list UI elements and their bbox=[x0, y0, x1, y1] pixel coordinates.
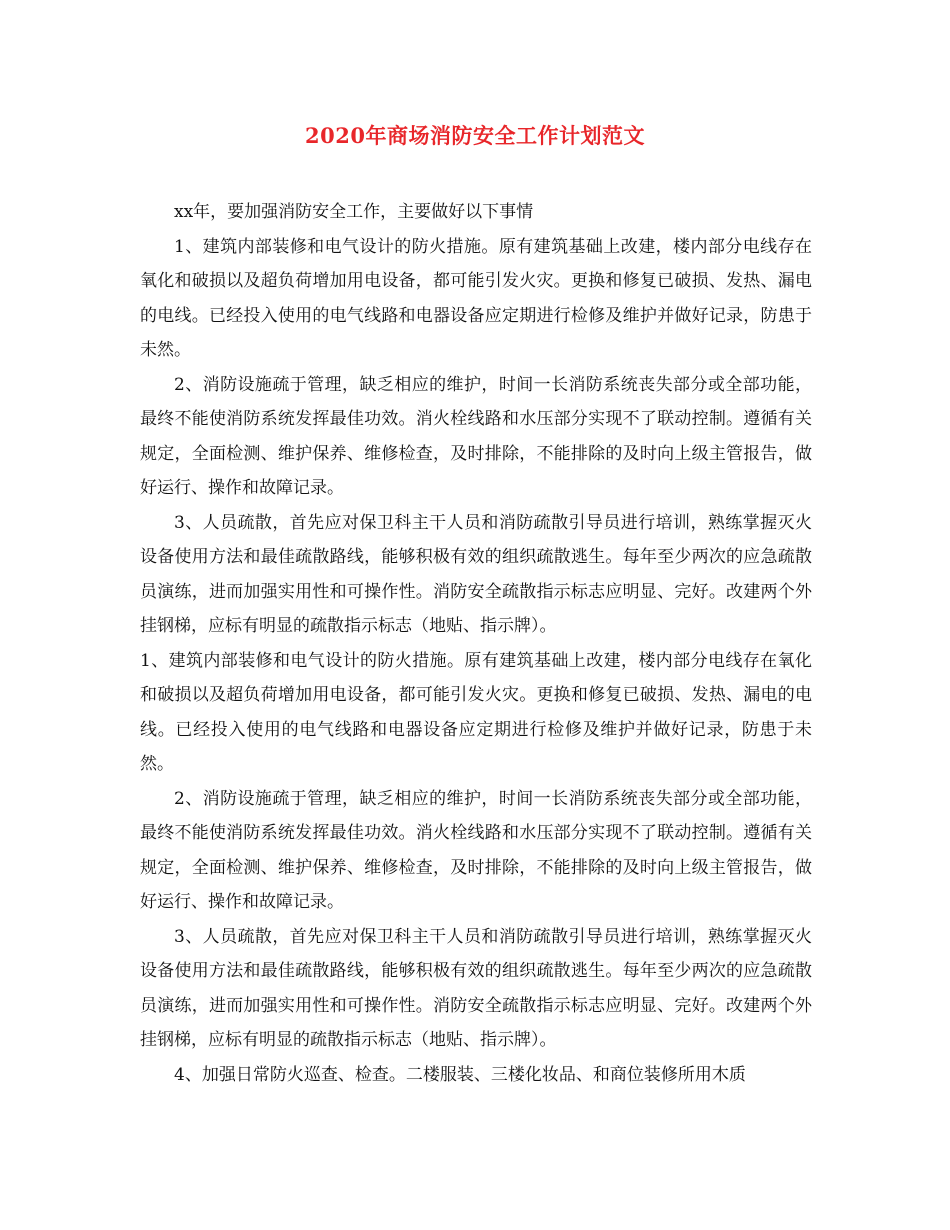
paragraph-item-4: 4、加强日常防火巡查、检查。二楼服装、三楼化妆品、和商位装修所用木质 bbox=[174, 1064, 746, 1085]
paragraph-item-3: 3、人员疏散，首先应对保卫科主干人员和消防疏散引导员进行培训，熟练掌握灭火设备使用方法和最佳疏散路线，能够积极有效的组织疏散逃生。每年至少两次的应急疏散员演练，进而加强实用性和可操作性。消防安全疏散指示标志应明显、完好。改建两个外挂钢梯，应标有明显的疏散指示标志（地贴、指示牌）。 bbox=[140, 512, 812, 636]
paragraph-item-1-repeat: 1、建筑内部装修和电气设计的防火措施。原有建筑基础上改建，楼内部分电线存在氧化和破损以及超负荷增加用电设备，都可能引发火灾。更换和修复已破损、发热、漏电的电线。已经投入使用的电气线路和电器设备应定期进行检修及维护并做好记录，防患于未然。 bbox=[140, 650, 812, 774]
paragraph-item-3-repeat: 3、人员疏散，首先应对保卫科主干人员和消防疏散引导员进行培训，熟练掌握灭火设备使用方法和最佳疏散路线，能够积极有效的组织疏散逃生。每年至少两次的应急疏散员演练，进而加强实用性和可操作性。消防安全疏散指示标志应明显、完好。改建两个外挂钢梯，应标有明显的疏散指示标志（地贴、指示牌）。 bbox=[140, 926, 812, 1050]
paragraph-item-1: 1、建筑内部装修和电气设计的防火措施。原有建筑基础上改建，楼内部分电线存在氧化和破损以及超负荷增加用电设备，都可能引发火灾。更换和修复已破损、发热、漏电的电线。已经投入使用的电气线路和电器设备应定期进行检修及维护并做好记录，防患于未然。 bbox=[140, 236, 812, 360]
paragraph-item-2-repeat: 2、消防设施疏于管理，缺乏相应的维护，时间一长消防系统丧失部分或全部功能，最终不能使消防系统发挥最佳功效。消火栓线路和水压部分实现不了联动控制。遵循有关规定，全面检测、维护保养、维修检查，及时排除，不能排除的及时向上级主管报告，做好运行、操作和故障记录。 bbox=[140, 788, 812, 912]
document-title: 2020年商场消防安全工作计划范文 bbox=[305, 123, 645, 148]
paragraph-item-2: 2、消防设施疏于管理，缺乏相应的维护，时间一长消防系统丧失部分或全部功能，最终不能使消防系统发挥最佳功效。消火栓线路和水压部分实现不了联动控制。遵循有关规定，全面检测、维护保养、维修检查，及时排除，不能排除的及时向上级主管报告，做好运行、操作和故障记录。 bbox=[140, 374, 812, 498]
paragraph-intro: xx年，要加强消防安全工作，主要做好以下事情 bbox=[174, 202, 534, 222]
document-body bbox=[140, 195, 812, 1092]
